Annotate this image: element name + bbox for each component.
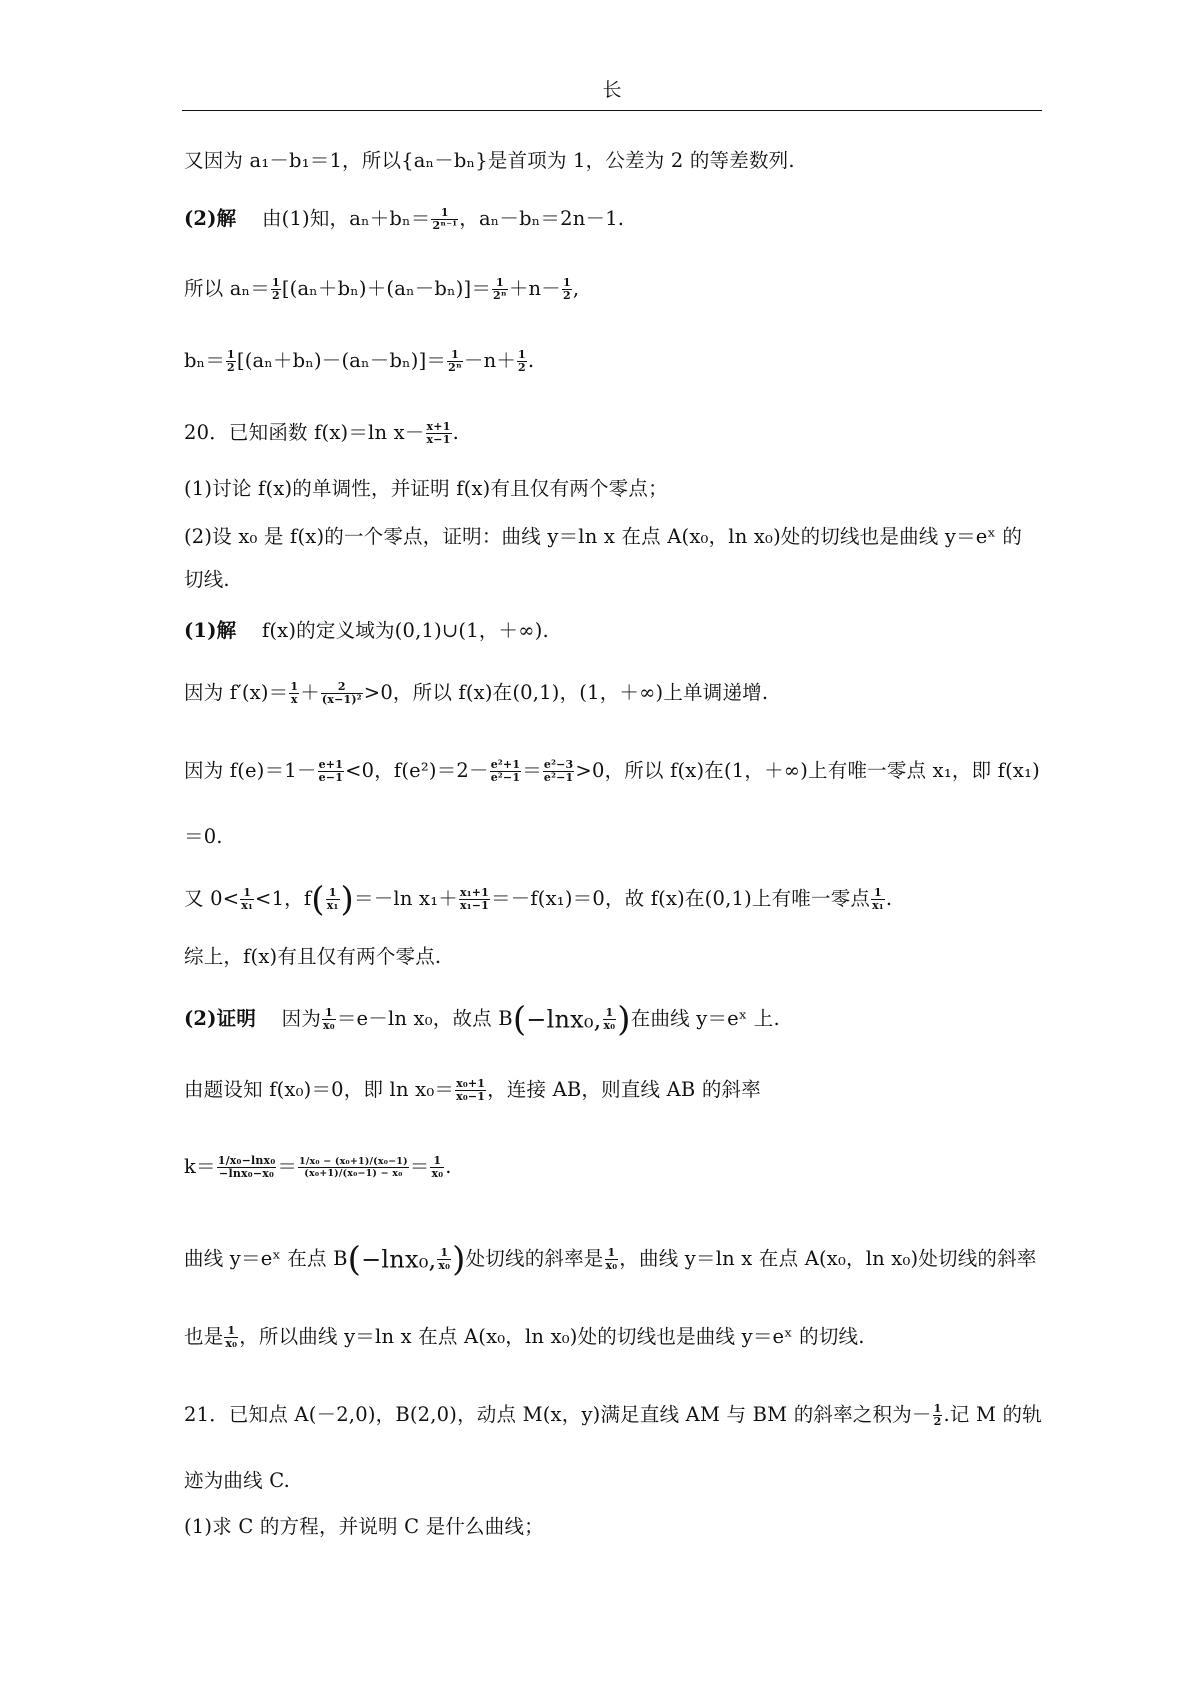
text-line: [184, 474, 668, 504]
line-text: 也是: [184, 1325, 224, 1348]
line-text: ＝: [277, 1155, 298, 1178]
line-text: 又因为 a₁－b₁＝1，所以{aₙ－bₙ}是首项为 1，公差为 2 的等差数列.: [184, 149, 795, 172]
fraction: $\frac{1}{2}$: [562, 276, 571, 302]
text-line: [184, 1322, 865, 1352]
text-line: [184, 1512, 544, 1542]
line-text: (1)求 C 的方程，并说明 C 是什么曲线；: [184, 1515, 544, 1538]
fraction: $\frac{\text{x₁+1}}{\text{x₁−1}}$: [459, 886, 489, 912]
line-text: ＋n－: [508, 277, 561, 300]
line-text: ，曲线 y＝ln x 在点 A(x₀，ln x₀)处切线的斜率: [619, 1247, 1037, 1270]
line-text: .: [527, 349, 535, 372]
line-text: .: [452, 421, 459, 444]
line-text: ，连接 AB，则直线 AB 的斜率: [487, 1078, 761, 1101]
fraction: $\frac{\text{1/x₀−lnx₀}}{\text{−lnx₀−x₀}}$: [217, 1154, 276, 1180]
line-text: ＝: [522, 759, 542, 782]
left-paren: (: [311, 879, 325, 920]
line-text: 因为 f(e)＝1－: [184, 759, 317, 782]
fraction: $\frac{\text{1/x₀ − (x₀+1)/(x₀−1)}}{\text{(x₀+1)/(x₀−1) − x₀}}$: [299, 1156, 408, 1179]
fraction: $\frac{1}{\text{x₁}}$: [326, 886, 339, 912]
line-text: ＝0.: [184, 825, 223, 848]
fraction: $\frac{\text{x₀+1}}{\text{x₀−1}}$: [456, 1077, 486, 1103]
fraction: $\frac{1}{\text{x₀}}$: [323, 1006, 335, 1032]
fraction: $\frac{1}{\text{x₀}}$: [431, 1154, 444, 1180]
text-line: [184, 822, 223, 852]
point-b-coordinate: −lnx₀,: [526, 1005, 602, 1034]
text-line: [184, 204, 624, 234]
slope-formula: [184, 1152, 452, 1182]
line-text: bₙ＝: [184, 349, 226, 372]
fraction: $\frac{1}{2}$: [271, 276, 280, 302]
line-text: >0，所以 f(x)在(0,1)，(1，＋∞)上单调递增.: [363, 681, 769, 704]
fraction: $\frac{1}{\text{x₁}}$: [872, 886, 884, 912]
line-text: f(x)的定义域为(0,1)∪(1，＋∞).: [261, 619, 549, 642]
text-line: [184, 1075, 761, 1105]
solution-label: (2)解: [184, 207, 237, 230]
fraction: $\frac{1}{\text{x₀}}$: [603, 1006, 616, 1032]
fraction: $\frac{\text{e²−3}}{\text{e²−1}}$: [543, 758, 574, 784]
left-paren: (: [347, 1239, 362, 1280]
text-line: [184, 616, 549, 646]
line-text: ＋: [300, 681, 320, 704]
fraction: $\frac{1}{\text{2ⁿ}}$: [448, 348, 462, 374]
proof-label: (2)证明: [184, 1007, 257, 1030]
line-text: ＝e－ln x₀，故点 B: [336, 1007, 513, 1030]
page-header: 长: [602, 79, 622, 101]
fraction: $\frac{1}{2}$: [518, 348, 526, 374]
line-text: ,: [572, 277, 580, 300]
line-text: 曲线 y＝eˣ 在点 B: [184, 1247, 348, 1270]
text-line: [184, 942, 441, 972]
fraction: $\frac{1}{\text{2ⁿ}}$: [493, 276, 507, 302]
fraction: $\frac{e+1}{e-1}$: [318, 758, 344, 784]
header-rule: [182, 110, 1042, 111]
fraction: $\frac{1}{\text{x₀}}$: [438, 1246, 451, 1272]
line-text: 21．已知点 A(－2,0)，B(2,0)，动点 M(x，y)满足直线 AM 与 BM 的斜率之积为－: [184, 1403, 932, 1426]
line-text: 因为: [281, 1007, 322, 1030]
fraction: $\frac{1}{\text{x₁}}$: [241, 886, 254, 912]
text-line: [184, 1239, 1037, 1280]
line-text: 切线.: [184, 568, 230, 591]
line-text: ＝: [409, 1155, 430, 1178]
line-text: k＝: [184, 1155, 216, 1178]
line-text: 处切线的斜率是: [465, 1247, 604, 1270]
line-text: ，aₙ－bₙ＝2n－1.: [459, 207, 625, 230]
text-line: [184, 522, 1022, 552]
fraction: $\frac{1}{\text{x₀}}$: [605, 1246, 618, 1272]
line-text: 由题设知 f(x₀)＝0，即 ln x₀＝: [184, 1078, 455, 1101]
line-text: 综上，f(x)有且仅有两个零点.: [184, 945, 442, 968]
text-line: [184, 274, 579, 304]
right-paren: ): [452, 1239, 466, 1280]
line-text: [(aₙ＋bₙ)－(aₙ－bₙ)]＝: [236, 349, 447, 372]
line-text: .: [885, 887, 893, 910]
line-text: (1)讨论 f(x)的单调性，并证明 f(x)有且仅有两个零点；: [184, 477, 668, 500]
text-line: [184, 346, 534, 376]
right-paren: ): [340, 879, 355, 920]
fraction: $\frac{1}{\text{2ⁿ⁻¹}}$: [432, 206, 458, 232]
text-line: [184, 999, 780, 1040]
text-line: [184, 879, 893, 920]
problem-20-statement: [184, 418, 459, 448]
fraction: $\frac{1}{x}$: [290, 680, 299, 706]
line-text: －n＋: [463, 349, 517, 372]
line-text: ，所以曲线 y＝ln x 在点 A(x₀，ln x₀)处的切线也是曲线 y＝eˣ 的切线.: [239, 1325, 865, 1348]
line-text: 迹为曲线 C.: [184, 1469, 291, 1492]
line-text: [(aₙ＋bₙ)＋(aₙ－bₙ)]＝: [281, 277, 492, 300]
point-b-coordinate: −lnx₀,: [361, 1245, 437, 1274]
text-line: [184, 756, 1040, 786]
solution-label: (1)解: [184, 619, 237, 642]
text-line: [184, 1466, 290, 1496]
line-text: (2)设 x₀ 是 f(x)的一个零点，证明：曲线 y＝ln x 在点 A(x₀，ln x₀)处的切线也是曲线 y＝eˣ 的: [184, 525, 1023, 548]
line-text: 所以 aₙ＝: [184, 277, 270, 300]
line-text: 又 0<: [184, 887, 240, 910]
problem-21-statement: [184, 1400, 1042, 1430]
line-text: ＝－f(x₁)＝0，故 f(x)在(0,1)上有唯一零点: [490, 887, 871, 910]
left-paren: (: [512, 999, 527, 1040]
fraction: $\frac{2}{\text{(x−1)²}}$: [321, 680, 362, 706]
line-text: >0，所以 f(x)在(1，＋∞)上有唯一零点 x₁，即 f(x₁): [575, 759, 1040, 782]
line-text: <1，f: [255, 887, 312, 910]
right-paren: ): [617, 999, 631, 1040]
text-line: [184, 678, 768, 708]
text-line: [184, 565, 230, 595]
line-text: ＝－ln x₁＋: [354, 887, 458, 910]
text-line: [184, 146, 795, 176]
fraction: $\frac{x+1}{x-1}$: [426, 420, 451, 446]
fraction: $\frac{1}{2}$: [227, 348, 235, 374]
line-text: 因为 f′(x)＝: [184, 681, 289, 704]
fraction: $\frac{\text{e²+1}}{\text{e²−1}}$: [490, 758, 521, 784]
line-text: 在曲线 y＝eˣ 上.: [630, 1007, 780, 1030]
line-text: .: [445, 1155, 452, 1178]
line-text: 20．已知函数 f(x)＝ln x－: [184, 421, 425, 444]
fraction: $\frac{1}{2}$: [933, 1402, 942, 1428]
line-text: .记 M 的轨: [943, 1403, 1042, 1426]
line-text: <0，f(e²)＝2－: [345, 759, 489, 782]
line-text: 由(1)知，aₙ＋bₙ＝: [261, 207, 431, 230]
fraction: $\frac{1}{\text{x₀}}$: [225, 1324, 238, 1350]
